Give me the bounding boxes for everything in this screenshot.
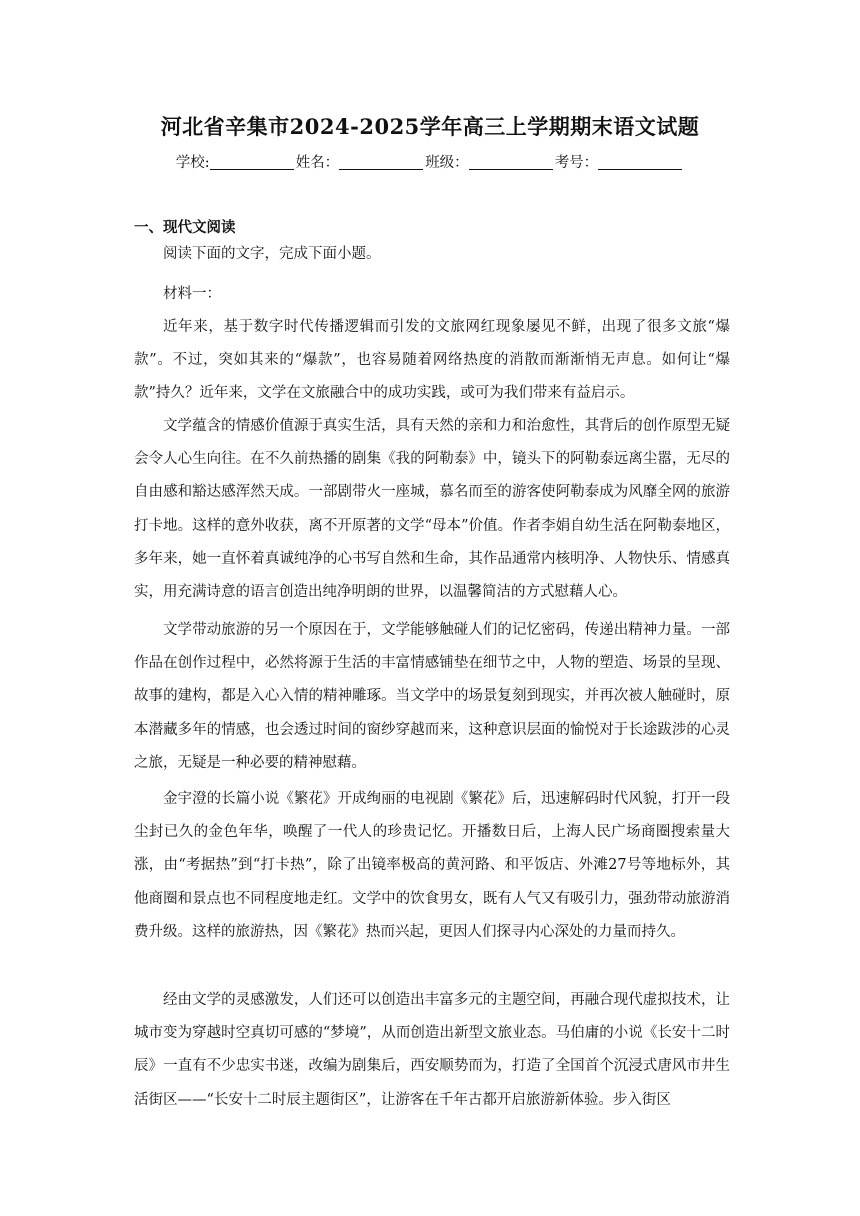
- paragraph: 文学蕴含的情感价值源于真实生活，具有天然的亲和力和治愈性，其背后的创作原型无疑会令人心生向往。在不久前热播的剧集《我的阿勒泰》中，镜头下的阿勒泰远离尘嚣，无尽的自由感和豁达感浑然天成。一部剧带火一座城，慕名而至的游客使阿勒泰成为风靡全网的旅游打卡地。这样的意外收获，离不开原著的文学“母本”价值。作者李娟自幼生活在阿勒泰地区，多年来，她一直怀着真诚纯净的心书写自然和生命，其作品通常内核明净、人物快乐、情感真实，用充满诗意的语言创造出纯净明朗的世界，以温馨简洁的方式慰藉人心。: [134, 418, 730, 601]
- class-label: 班级：: [425, 155, 469, 171]
- reading-instruction: 阅读下面的文字，完成下面小题。: [163, 246, 381, 262]
- document-title: 河北省辛集市2024-2025学年高三上学期期末语文试题: [160, 114, 700, 139]
- name-blank: [339, 155, 423, 170]
- section-heading: 一、现代文阅读: [134, 220, 236, 236]
- school-blank: [210, 155, 294, 170]
- paragraph: 文学带动旅游的另一个原因在于，文学能够触碰人们的记忆密码，传递出精神力量。一部作品在创作过程中，必然将源于生活的丰富情感铺垫在细节之中，人物的塑造、场景的呈现、故事的建构，都是入心入情的精神雕琢。当文学中的场景复刻到现实，并再次被人触碰时，原本潜藏多年的情感，也会透过时间的窗纱穿越而来，这种意识层面的愉悦对于长途跋涉的心灵之旅，无疑是一种必要的精神慰藉。: [134, 622, 730, 771]
- student-info-line: [0, 151, 860, 172]
- exam-no-label: 考号：: [554, 155, 599, 171]
- paragraph: 经由文学的灵感激发，人们还可以创造出丰富多元的主题空间，再融合现代虚拟技术，让城市变为穿越时空真切可感的“梦境”，从而创造出新型文旅业态。马伯庸的小说《长安十二时辰》一直有不少忠实书迷，改编为剧集后，西安顺势而为，打造了全国首个沉浸式唐风市井生活街区——“长安十二时辰主题街区”，让游客在千年古都开启旅游新体验。步入街区: [134, 992, 730, 1108]
- name-label: 姓名：: [295, 155, 340, 171]
- paragraph: 金宇澄的长篇小说《繁花》开成绚丽的电视剧《繁花》后，迅速解码时代风貌，打开一段尘封已久的金色年华，唤醒了一代人的珍贵记忆。开播数日后，上海人民广场商圈搜索量大涨，由“考据热”到“打卡热”，除了出镜率极高的黄河路、和平饭店、外滩27号等地标外，其他商圈和景点也不同程度地走红。文学中的饮食男女，既有人气又有吸引力，强劲带动旅游消费升级。这样的旅游热，因《繁花》热而兴起，更因人们探寻内心深处的力量而持久。: [134, 791, 730, 940]
- material-label: 材料一：: [163, 286, 221, 302]
- class-blank: [469, 155, 553, 170]
- school-label: 学校:: [175, 155, 210, 171]
- exam-no-blank: [598, 155, 682, 170]
- paragraph: 近年来，基于数字时代传播逻辑而引发的文旅网红现象屡见不鲜，出现了很多文旅“爆款”。不过，突如其来的“爆款”，也容易随着网络热度的消散而渐渐悄无声息。如何让“爆款”持久？近年来，文学在文旅融合中的成功实践，或可为我们带来有益启示。: [134, 319, 730, 402]
